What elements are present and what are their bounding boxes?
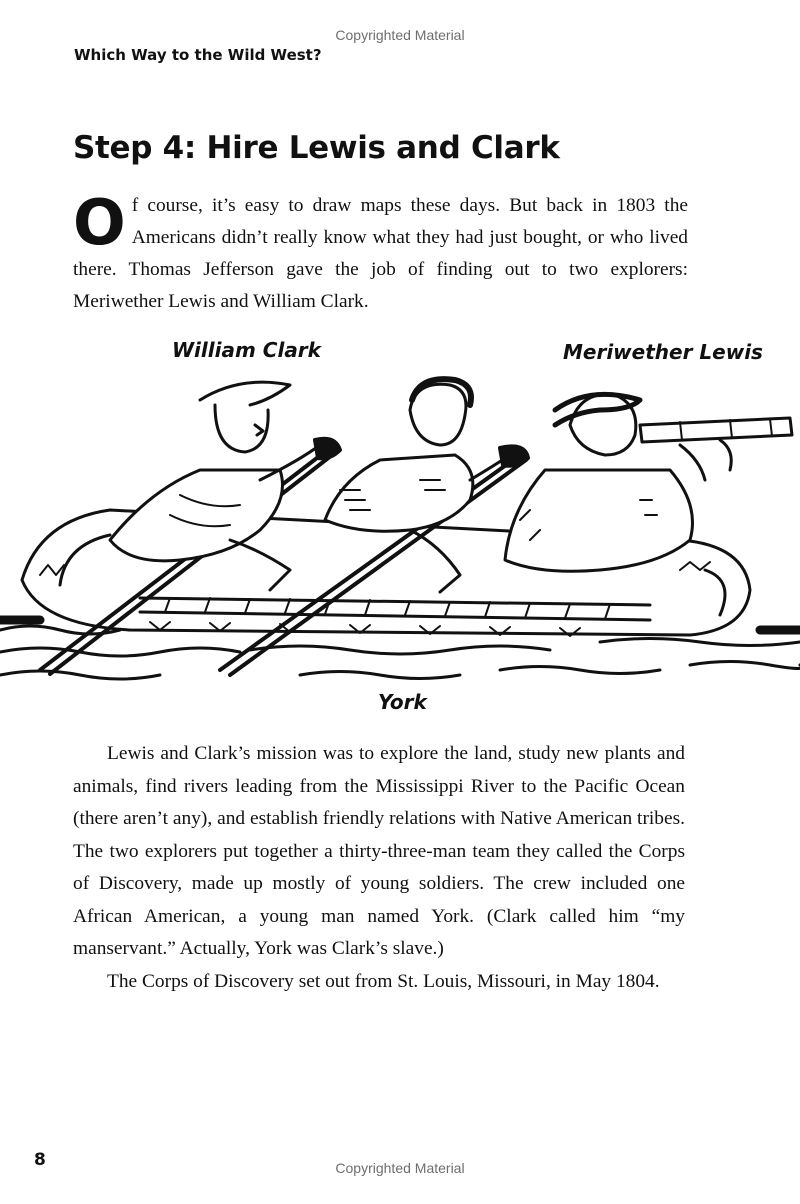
caption-meriwether-lewis: Meriwether Lewis xyxy=(563,340,763,364)
canoe-explorers-illustration xyxy=(0,330,800,720)
caption-york: York xyxy=(378,690,427,714)
page-number: 8 xyxy=(34,1150,46,1170)
drop-cap: O xyxy=(73,186,126,259)
caption-william-clark: William Clark xyxy=(172,338,321,362)
section-title: Step 4: Hire Lewis and Clark xyxy=(73,130,560,166)
running-head: Which Way to the Wild West? xyxy=(74,46,322,64)
figure-meriwether-lewis xyxy=(505,394,792,571)
intro-text: f course, it’s easy to draw maps these days. But back in 1803 the Americans didn’t really know what they had just bought, or who lived there. Thomas Jefferson gave the job of finding out to two explorers: Meriwether Lewis and William Clark. xyxy=(73,195,688,312)
paragraph-mission: Lewis and Clark’s mission was to explore the land, study new plants and animals, find rivers leading from the Mississippi River to the Pacific Ocean (there aren’t any), and establish friendly relations with Native American tribes. The two explorers put together a thirty-three-man team they called the Corps of Discovery, made up mostly of young soldiers. The crew included one African American, a young man named York. (Clark called him “my manservant.” Actually, York was Clark’s slave.) xyxy=(73,743,685,959)
body-text xyxy=(73,738,685,998)
copyright-watermark-top: Copyrighted Material xyxy=(335,27,465,43)
paragraph-departure: The Corps of Discovery set out from St. Louis, Missouri, in May 1804. xyxy=(107,970,660,992)
copyright-watermark-bottom: Copyrighted Material xyxy=(335,1160,465,1176)
intro-paragraph xyxy=(73,186,688,318)
